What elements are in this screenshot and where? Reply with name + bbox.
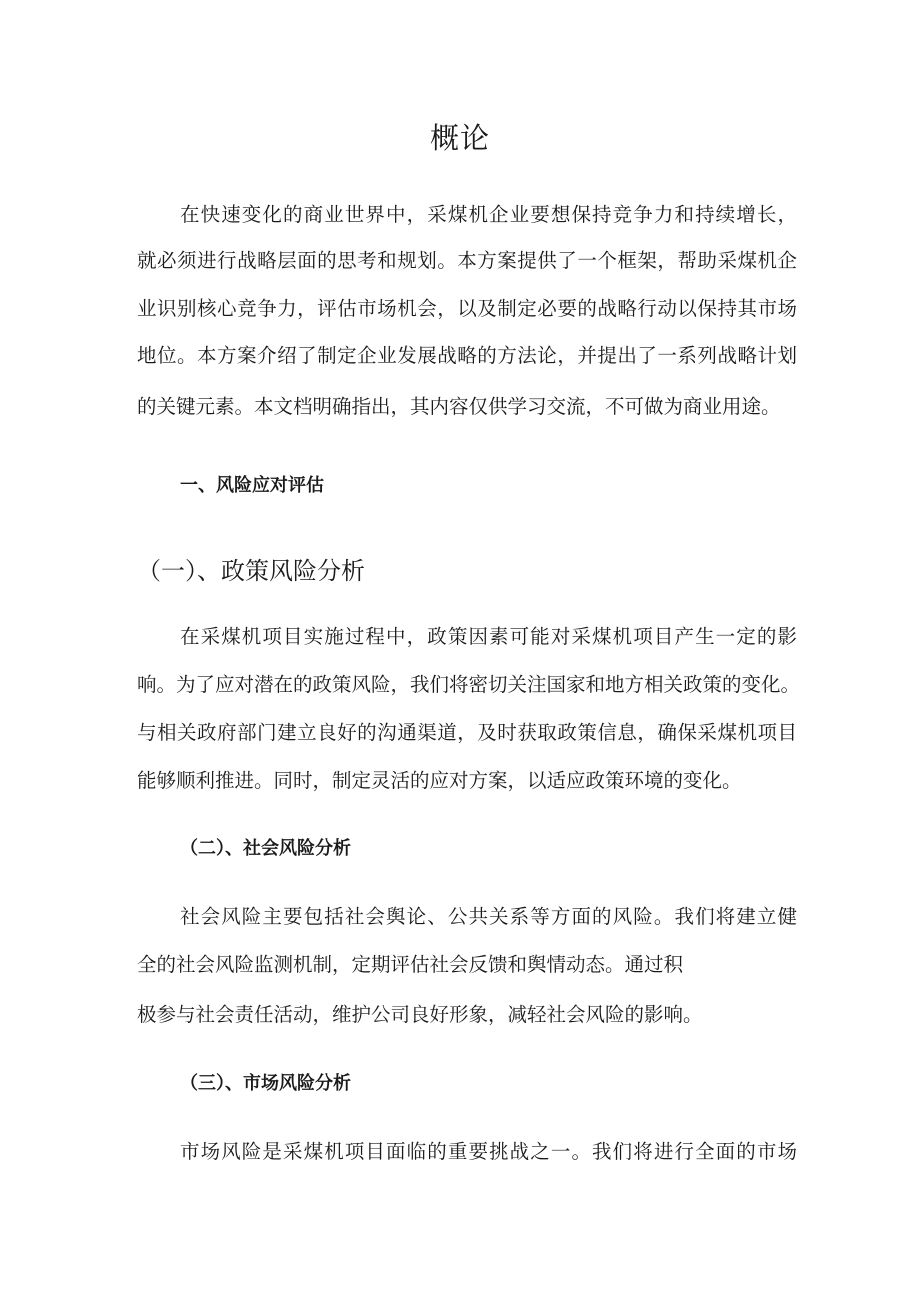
paragraph-line: 与相关政府部门建立良好的沟通渠道，及时获取政策信息，确保采煤机项目 xyxy=(137,721,797,744)
paragraph-line: 能够顺利推进。同时，制定灵活的应对方案，以适应政策环境的变化。 xyxy=(137,769,742,792)
paragraph-line: 市场风险是采煤机项目面临的重要挑战之一。我们将进行全面的市场 xyxy=(180,1140,797,1163)
paragraph-line: 在采煤机项目实施过程中，政策因素可能对采煤机项目产生一定的影 xyxy=(180,625,797,648)
subsection-heading: （二）、社会风险分析 xyxy=(180,838,351,859)
paragraph-line: 地位。本方案介绍了制定企业发展战略的方法论，并提出了一系列战略计划 xyxy=(137,344,797,367)
paragraph-line: 社会风险主要包括社会舆论、公共关系等方面的风险。我们将建立健 xyxy=(180,905,797,928)
paragraph-line: 的关键元素。本文档明确指出，其内容仅供学习交流，不可做为商业用途。 xyxy=(137,395,781,418)
paragraph-line: 在快速变化的商业世界中，采煤机企业要想保持竞争力和持续增长， xyxy=(180,203,797,226)
paragraph-line: 响。为了应对潜在的政策风险，我们将密切关注国家和地方相关政策的变化。 xyxy=(137,673,801,696)
paragraph-line: 全的社会风险监测机制，定期评估社会反馈和舆情动态。通过积 xyxy=(137,953,684,976)
subsection-heading: （一）、政策风险分析 xyxy=(137,557,365,585)
section-heading: 一、风险应对评估 xyxy=(180,475,324,496)
paragraph-line: 极参与社会责任活动，维护公司良好形象，减轻社会风险的影响。 xyxy=(137,1003,703,1026)
page-title: 概论 xyxy=(429,121,490,155)
subsection-heading: （三）、市场风险分析 xyxy=(180,1073,351,1094)
paragraph-line: 就必须进行战略层面的思考和规划。本方案提供了一个框架，帮助采煤机企 xyxy=(137,249,797,272)
paragraph-line: 业识别核心竞争力，评估市场机会，以及制定必要的战略行动以保持其市场 xyxy=(137,297,797,320)
